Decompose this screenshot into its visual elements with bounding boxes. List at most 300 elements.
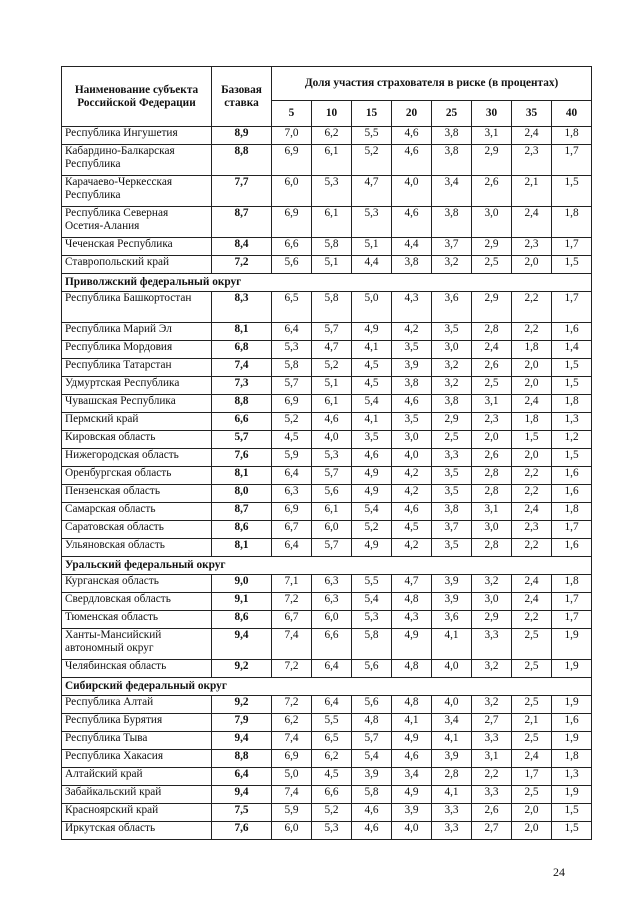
rate-value-35pct: 2,4 (512, 127, 552, 145)
rate-value-35pct: 1,8 (512, 341, 552, 359)
rate-value-20pct: 4,3 (392, 292, 432, 323)
table-row (62, 359, 592, 377)
region-name: Пензенская область (62, 485, 212, 503)
rate-value-30pct: 2,9 (472, 145, 512, 176)
table-row (62, 768, 592, 786)
rate-value-10pct: 6,3 (312, 593, 352, 611)
rate-value-5pct: 5,2 (272, 413, 312, 431)
rate-value-10pct: 5,7 (312, 323, 352, 341)
header-percent-15: 15 (352, 101, 392, 127)
table-row (62, 377, 592, 395)
rate-value-5pct: 5,8 (272, 359, 312, 377)
rate-value-25pct: 3,4 (432, 176, 472, 207)
base-rate: 7,7 (212, 176, 272, 207)
rate-value-30pct: 3,2 (472, 575, 512, 593)
table-row (62, 256, 592, 274)
rate-value-35pct: 2,5 (512, 732, 552, 750)
rate-value-25pct: 3,8 (432, 127, 472, 145)
rate-value-15pct: 5,5 (352, 127, 392, 145)
rate-value-20pct: 3,0 (392, 431, 432, 449)
rate-value-40pct: 1,3 (552, 768, 592, 786)
rate-value-5pct: 6,4 (272, 539, 312, 557)
rate-value-35pct: 2,4 (512, 503, 552, 521)
rate-value-15pct: 4,6 (352, 804, 392, 822)
table-row (62, 145, 592, 176)
rate-value-40pct: 1,7 (552, 292, 592, 323)
rate-value-25pct: 3,3 (432, 822, 472, 840)
region-name: Республика Татарстан (62, 359, 212, 377)
rate-value-30pct: 3,3 (472, 629, 512, 660)
rate-value-40pct: 1,5 (552, 176, 592, 207)
rate-value-20pct: 4,0 (392, 449, 432, 467)
rate-value-30pct: 3,0 (472, 207, 512, 238)
rate-value-5pct: 5,9 (272, 804, 312, 822)
rate-value-5pct: 7,1 (272, 575, 312, 593)
base-rate: 8,6 (212, 521, 272, 539)
rate-value-15pct: 4,5 (352, 377, 392, 395)
rate-value-20pct: 3,8 (392, 256, 432, 274)
region-name: Красноярский край (62, 804, 212, 822)
rate-value-20pct: 3,8 (392, 377, 432, 395)
rate-value-10pct: 6,3 (312, 575, 352, 593)
rate-value-25pct: 4,1 (432, 786, 472, 804)
rate-value-15pct: 5,1 (352, 238, 392, 256)
rate-value-40pct: 1,7 (552, 593, 592, 611)
rate-value-5pct: 6,5 (272, 292, 312, 323)
rate-value-20pct: 3,5 (392, 413, 432, 431)
rate-value-15pct: 5,8 (352, 786, 392, 804)
rate-value-25pct: 3,7 (432, 521, 472, 539)
table-row (62, 732, 592, 750)
rate-value-5pct: 5,6 (272, 256, 312, 274)
rate-value-5pct: 7,4 (272, 786, 312, 804)
rate-value-40pct: 1,8 (552, 207, 592, 238)
base-rate: 8,4 (212, 238, 272, 256)
rate-value-5pct: 5,9 (272, 449, 312, 467)
table-row (62, 176, 592, 207)
rate-value-35pct: 2,4 (512, 395, 552, 413)
table-row (62, 323, 592, 341)
table-row (62, 238, 592, 256)
rate-value-35pct: 2,3 (512, 238, 552, 256)
rate-value-20pct: 4,2 (392, 323, 432, 341)
rate-value-5pct: 6,6 (272, 238, 312, 256)
rate-value-25pct: 3,6 (432, 611, 472, 629)
rate-value-10pct: 6,5 (312, 732, 352, 750)
rate-value-15pct: 5,3 (352, 207, 392, 238)
rate-value-30pct: 2,8 (472, 323, 512, 341)
region-name: Республика Тыва (62, 732, 212, 750)
rate-value-5pct: 6,7 (272, 611, 312, 629)
table-row (62, 413, 592, 431)
rate-value-5pct: 6,7 (272, 521, 312, 539)
rate-value-25pct: 3,3 (432, 449, 472, 467)
rate-value-30pct: 2,8 (472, 467, 512, 485)
rate-value-35pct: 2,3 (512, 145, 552, 176)
rate-value-10pct: 5,3 (312, 176, 352, 207)
rate-value-15pct: 4,5 (352, 359, 392, 377)
rate-value-30pct: 3,2 (472, 696, 512, 714)
rate-value-40pct: 1,6 (552, 714, 592, 732)
rate-value-40pct: 1,7 (552, 145, 592, 176)
rate-value-5pct: 7,2 (272, 593, 312, 611)
rate-value-15pct: 5,8 (352, 629, 392, 660)
region-name: Республика Алтай (62, 696, 212, 714)
section-title: Сибирский федеральный округ (62, 678, 592, 696)
region-name: Республика Мордовия (62, 341, 212, 359)
rate-value-20pct: 4,9 (392, 786, 432, 804)
region-name: Пермский край (62, 413, 212, 431)
table-row (62, 714, 592, 732)
table-row (62, 395, 592, 413)
rate-value-5pct: 6,2 (272, 714, 312, 732)
rate-value-5pct: 5,0 (272, 768, 312, 786)
region-name: Республика Башкортостан (62, 292, 212, 323)
rate-value-40pct: 1,5 (552, 449, 592, 467)
rate-value-15pct: 5,4 (352, 750, 392, 768)
region-name: Алтайский край (62, 768, 212, 786)
rate-value-30pct: 3,1 (472, 750, 512, 768)
rate-value-35pct: 1,7 (512, 768, 552, 786)
rate-value-10pct: 5,3 (312, 822, 352, 840)
rate-value-35pct: 2,3 (512, 521, 552, 539)
rate-value-40pct: 1,7 (552, 521, 592, 539)
rate-value-10pct: 5,8 (312, 238, 352, 256)
rate-value-20pct: 4,8 (392, 593, 432, 611)
rate-value-25pct: 3,7 (432, 238, 472, 256)
rate-value-10pct: 6,6 (312, 786, 352, 804)
rate-value-40pct: 1,8 (552, 503, 592, 521)
region-name: Иркутская область (62, 822, 212, 840)
rate-value-20pct: 4,6 (392, 395, 432, 413)
base-rate: 8,1 (212, 323, 272, 341)
section-title: Приволжский федеральный округ (62, 274, 592, 292)
rate-value-20pct: 3,5 (392, 341, 432, 359)
table-row (62, 660, 592, 678)
table-row (62, 575, 592, 593)
rate-value-15pct: 4,9 (352, 485, 392, 503)
base-rate: 8,8 (212, 750, 272, 768)
rate-value-5pct: 7,2 (272, 660, 312, 678)
rate-value-35pct: 1,8 (512, 413, 552, 431)
rate-value-15pct: 4,9 (352, 323, 392, 341)
rate-value-20pct: 4,0 (392, 822, 432, 840)
rate-value-15pct: 4,1 (352, 341, 392, 359)
rate-value-10pct: 6,4 (312, 696, 352, 714)
rate-value-15pct: 5,7 (352, 732, 392, 750)
rate-value-30pct: 2,5 (472, 377, 512, 395)
rate-value-15pct: 3,9 (352, 768, 392, 786)
rate-value-20pct: 4,2 (392, 485, 432, 503)
rate-value-40pct: 1,2 (552, 431, 592, 449)
rate-value-30pct: 2,7 (472, 714, 512, 732)
region-name: Тюменская область (62, 611, 212, 629)
rate-value-40pct: 1,5 (552, 377, 592, 395)
rate-value-25pct: 2,5 (432, 431, 472, 449)
rate-value-35pct: 2,4 (512, 593, 552, 611)
base-rate: 8,7 (212, 503, 272, 521)
rate-value-10pct: 4,0 (312, 431, 352, 449)
rate-value-25pct: 3,8 (432, 503, 472, 521)
rate-value-10pct: 6,0 (312, 521, 352, 539)
base-rate: 8,3 (212, 292, 272, 323)
region-name: Чеченская Республика (62, 238, 212, 256)
rate-value-20pct: 4,6 (392, 145, 432, 176)
rate-value-20pct: 4,4 (392, 238, 432, 256)
region-name: Республика Ингушетия (62, 127, 212, 145)
section-title: Уральский федеральный округ (62, 557, 592, 575)
rate-value-30pct: 2,6 (472, 804, 512, 822)
region-name: Ханты-Мансийский автономный округ (62, 629, 212, 660)
rate-value-40pct: 1,4 (552, 341, 592, 359)
rate-value-15pct: 4,6 (352, 822, 392, 840)
rate-value-20pct: 4,6 (392, 503, 432, 521)
insurance-rates-table (61, 66, 592, 840)
rate-value-15pct: 4,1 (352, 413, 392, 431)
region-name: Курганская область (62, 575, 212, 593)
rate-value-40pct: 1,5 (552, 256, 592, 274)
rate-value-5pct: 6,0 (272, 176, 312, 207)
rate-value-5pct: 7,4 (272, 732, 312, 750)
rate-value-30pct: 2,6 (472, 359, 512, 377)
header-region-name: Наименование субъекта Российской Федерации (62, 67, 212, 127)
base-rate: 6,4 (212, 768, 272, 786)
section-header-row (62, 274, 592, 292)
rate-value-35pct: 2,1 (512, 714, 552, 732)
rate-value-5pct: 6,4 (272, 467, 312, 485)
rate-value-10pct: 6,1 (312, 145, 352, 176)
rate-value-35pct: 2,4 (512, 207, 552, 238)
rate-value-35pct: 2,0 (512, 359, 552, 377)
table-row (62, 127, 592, 145)
rate-value-10pct: 6,6 (312, 629, 352, 660)
rate-value-30pct: 2,3 (472, 413, 512, 431)
rate-value-40pct: 1,6 (552, 467, 592, 485)
region-name: Чувашская Республика (62, 395, 212, 413)
table-row (62, 521, 592, 539)
rate-value-35pct: 2,0 (512, 449, 552, 467)
base-rate: 7,9 (212, 714, 272, 732)
rate-value-35pct: 2,2 (512, 323, 552, 341)
rate-value-30pct: 3,0 (472, 521, 512, 539)
base-rate: 8,9 (212, 127, 272, 145)
header-base-rate: Базовая ставка (212, 67, 272, 127)
base-rate: 7,6 (212, 822, 272, 840)
rate-value-10pct: 6,1 (312, 207, 352, 238)
section-header-row (62, 557, 592, 575)
base-rate: 6,6 (212, 413, 272, 431)
rate-value-40pct: 1,5 (552, 822, 592, 840)
rate-value-20pct: 4,9 (392, 732, 432, 750)
region-name: Ставропольский край (62, 256, 212, 274)
rate-value-15pct: 4,8 (352, 714, 392, 732)
table-row (62, 611, 592, 629)
rate-value-20pct: 4,5 (392, 521, 432, 539)
rate-value-5pct: 7,2 (272, 696, 312, 714)
rate-value-15pct: 4,7 (352, 176, 392, 207)
rate-value-35pct: 2,4 (512, 575, 552, 593)
base-rate: 7,6 (212, 449, 272, 467)
rate-value-10pct: 5,2 (312, 359, 352, 377)
rate-value-10pct: 5,3 (312, 449, 352, 467)
rate-value-25pct: 4,0 (432, 696, 472, 714)
base-rate: 9,2 (212, 660, 272, 678)
base-rate: 9,4 (212, 732, 272, 750)
rate-value-35pct: 2,0 (512, 256, 552, 274)
page-number: 24 (553, 865, 565, 879)
rate-value-5pct: 5,3 (272, 341, 312, 359)
rate-value-40pct: 1,6 (552, 539, 592, 557)
rate-value-30pct: 3,1 (472, 395, 512, 413)
rate-value-10pct: 4,6 (312, 413, 352, 431)
rate-value-40pct: 1,6 (552, 485, 592, 503)
rate-value-35pct: 2,2 (512, 292, 552, 323)
rate-value-35pct: 2,5 (512, 786, 552, 804)
base-rate: 7,2 (212, 256, 272, 274)
rate-value-5pct: 7,0 (272, 127, 312, 145)
rate-value-30pct: 2,4 (472, 341, 512, 359)
rate-value-5pct: 4,5 (272, 431, 312, 449)
region-name: Самарская область (62, 503, 212, 521)
rate-value-15pct: 5,3 (352, 611, 392, 629)
header-percent-35: 35 (512, 101, 552, 127)
rate-value-10pct: 5,2 (312, 804, 352, 822)
rate-value-20pct: 4,0 (392, 176, 432, 207)
rate-value-30pct: 2,2 (472, 768, 512, 786)
rate-value-15pct: 5,4 (352, 503, 392, 521)
region-name: Нижегородская область (62, 449, 212, 467)
rate-value-5pct: 5,7 (272, 377, 312, 395)
rate-value-10pct: 6,1 (312, 503, 352, 521)
rate-value-35pct: 2,5 (512, 660, 552, 678)
base-rate: 8,1 (212, 467, 272, 485)
rate-value-40pct: 1,8 (552, 575, 592, 593)
rate-value-5pct: 6,9 (272, 395, 312, 413)
rate-value-10pct: 6,0 (312, 611, 352, 629)
base-rate: 8,8 (212, 145, 272, 176)
rate-value-25pct: 3,8 (432, 207, 472, 238)
rate-value-15pct: 4,4 (352, 256, 392, 274)
rate-value-25pct: 2,9 (432, 413, 472, 431)
table-row (62, 431, 592, 449)
rate-value-40pct: 1,8 (552, 395, 592, 413)
rate-value-20pct: 4,6 (392, 207, 432, 238)
base-rate: 8,7 (212, 207, 272, 238)
rate-value-35pct: 1,5 (512, 431, 552, 449)
rate-value-30pct: 2,9 (472, 238, 512, 256)
rate-value-10pct: 4,7 (312, 341, 352, 359)
rate-value-20pct: 4,7 (392, 575, 432, 593)
rate-value-30pct: 2,8 (472, 485, 512, 503)
region-name: Кабардино-Балкарская Республика (62, 145, 212, 176)
rate-value-30pct: 2,0 (472, 431, 512, 449)
rate-value-35pct: 2,0 (512, 804, 552, 822)
rate-value-40pct: 1,7 (552, 238, 592, 256)
rate-value-35pct: 2,1 (512, 176, 552, 207)
header-percent-20: 20 (392, 101, 432, 127)
rate-value-20pct: 4,9 (392, 629, 432, 660)
base-rate: 7,4 (212, 359, 272, 377)
rate-value-30pct: 2,5 (472, 256, 512, 274)
rate-value-15pct: 5,2 (352, 521, 392, 539)
rate-value-30pct: 2,6 (472, 449, 512, 467)
rate-value-10pct: 6,2 (312, 750, 352, 768)
rate-value-25pct: 3,5 (432, 539, 472, 557)
table-row (62, 292, 592, 323)
rate-value-5pct: 6,9 (272, 145, 312, 176)
base-rate: 9,2 (212, 696, 272, 714)
header-percent-10: 10 (312, 101, 352, 127)
rate-value-15pct: 4,9 (352, 539, 392, 557)
rate-value-25pct: 3,5 (432, 467, 472, 485)
rate-value-5pct: 6,4 (272, 323, 312, 341)
rate-value-15pct: 5,6 (352, 660, 392, 678)
rate-value-25pct: 4,0 (432, 660, 472, 678)
rate-value-30pct: 2,8 (472, 539, 512, 557)
rate-value-35pct: 2,2 (512, 539, 552, 557)
rate-value-30pct: 2,6 (472, 176, 512, 207)
rate-value-40pct: 1,9 (552, 629, 592, 660)
rate-value-25pct: 3,8 (432, 395, 472, 413)
region-name: Карачаево-Черкесская Республика (62, 176, 212, 207)
rate-value-25pct: 4,1 (432, 732, 472, 750)
rate-value-40pct: 1,8 (552, 127, 592, 145)
rate-value-25pct: 3,2 (432, 377, 472, 395)
rate-value-20pct: 4,6 (392, 750, 432, 768)
table-row (62, 207, 592, 238)
header-risk-share: Доля участия страхователя в риске (в процентах) (272, 67, 592, 101)
rate-value-30pct: 3,1 (472, 127, 512, 145)
rate-value-25pct: 3,4 (432, 714, 472, 732)
base-rate: 9,1 (212, 593, 272, 611)
base-rate: 8,8 (212, 395, 272, 413)
table-row (62, 485, 592, 503)
rate-value-15pct: 5,6 (352, 696, 392, 714)
header-percent-25: 25 (432, 101, 472, 127)
region-name: Республика Бурятия (62, 714, 212, 732)
table-row (62, 449, 592, 467)
rate-value-40pct: 1,9 (552, 660, 592, 678)
region-name: Свердловская область (62, 593, 212, 611)
rate-value-10pct: 6,2 (312, 127, 352, 145)
rate-value-10pct: 5,5 (312, 714, 352, 732)
base-rate: 8,6 (212, 611, 272, 629)
region-name: Республика Северная Осетия-Алания (62, 207, 212, 238)
rate-value-40pct: 1,5 (552, 804, 592, 822)
rate-value-35pct: 2,5 (512, 696, 552, 714)
rate-value-40pct: 1,9 (552, 732, 592, 750)
table-row (62, 822, 592, 840)
rate-value-15pct: 3,5 (352, 431, 392, 449)
rate-value-40pct: 1,3 (552, 413, 592, 431)
rate-value-35pct: 2,2 (512, 611, 552, 629)
rate-value-25pct: 2,8 (432, 768, 472, 786)
section-header-row (62, 678, 592, 696)
rate-value-35pct: 2,0 (512, 822, 552, 840)
region-name: Забайкальский край (62, 786, 212, 804)
rate-value-15pct: 5,4 (352, 395, 392, 413)
rate-value-20pct: 4,1 (392, 714, 432, 732)
region-name: Ульяновская область (62, 539, 212, 557)
rate-value-10pct: 5,7 (312, 539, 352, 557)
header-percent-30: 30 (472, 101, 512, 127)
table-row (62, 341, 592, 359)
header-percent-5: 5 (272, 101, 312, 127)
header-percent-40: 40 (552, 101, 592, 127)
rate-value-20pct: 4,2 (392, 539, 432, 557)
base-rate: 7,3 (212, 377, 272, 395)
rate-value-25pct: 3,0 (432, 341, 472, 359)
